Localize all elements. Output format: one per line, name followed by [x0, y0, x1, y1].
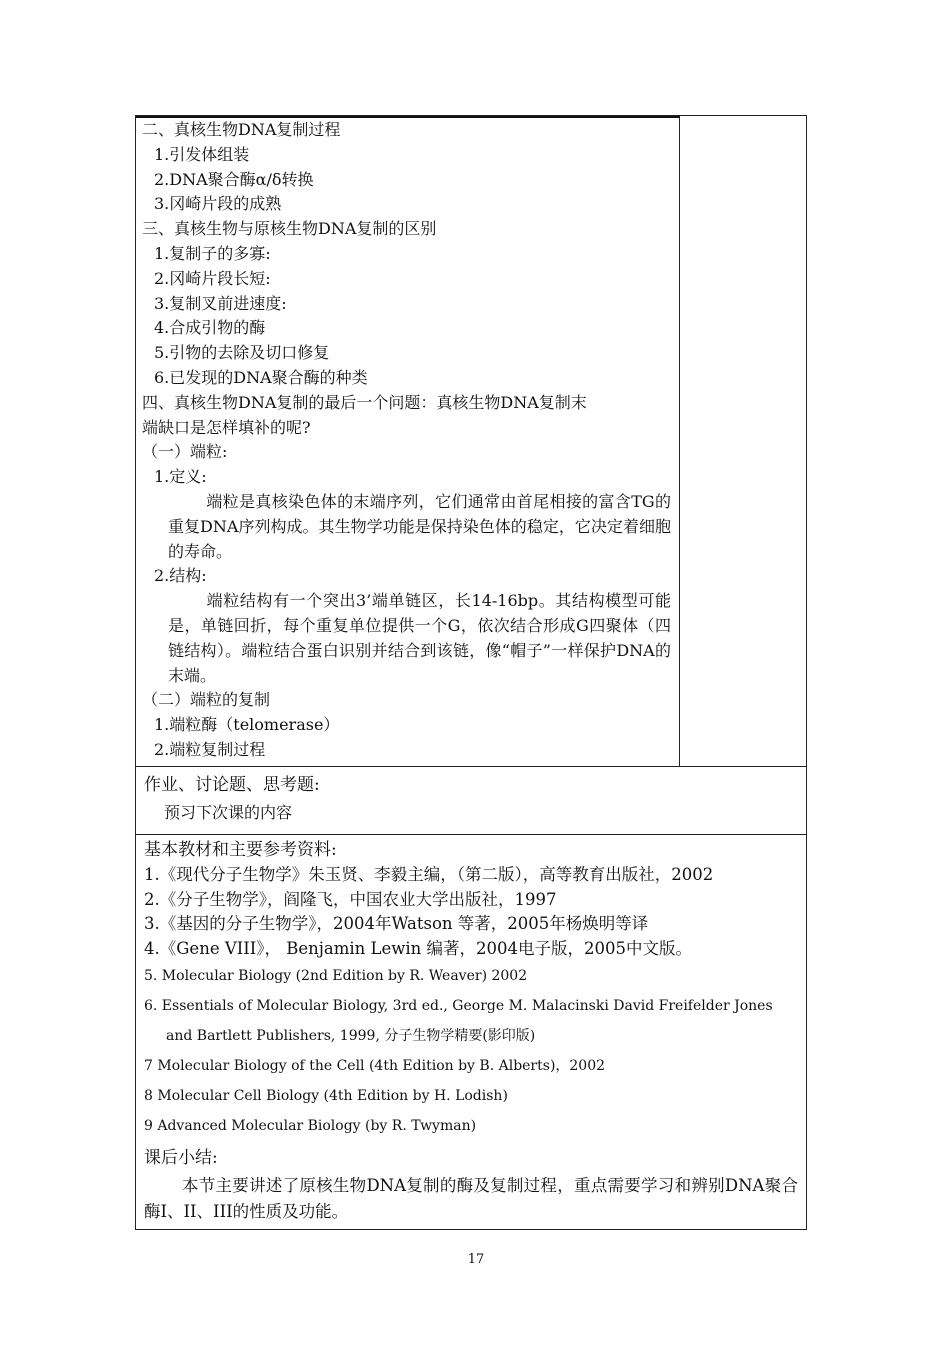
list-item: 1.复制子的多寡: — [154, 243, 271, 263]
definition-label: 1.定义: — [154, 467, 207, 487]
list-item: 2.DNA聚合酶α/δ转换 — [154, 169, 314, 189]
subheading-telomere: （一）端粒: — [142, 442, 228, 462]
lesson-content-cell — [136, 116, 680, 766]
list-item: 3.冈崎片段的成熟 — [154, 194, 282, 214]
homework-body: 预习下次课的内容 — [164, 803, 293, 822]
page-number: 17 — [467, 1252, 485, 1267]
list-item: 1.端粒酶（telomerase） — [154, 715, 340, 735]
reference-item: 6. Essentials of Molecular Biology, 3rd ed., George M. Malacinski David Freifelder Jones and Bartlett Publishers, 1999, 分子生物学精要(影印版) — [144, 998, 773, 1044]
definition-paragraph: 端粒是真核染色体的末端序列，它们通常由首尾相接的富含TG的重复DNA序列构成。其生物学功能是保持染色体的稳定，它决定着细胞的寿命。 — [168, 491, 671, 561]
reference-item: 1.《现代分子生物学》朱玉贤、李毅主编，（第二版），高等教育出版社，2002 — [144, 865, 714, 884]
lesson-table — [135, 115, 807, 1230]
notes-cell — [680, 116, 806, 766]
list-item: 4.合成引物的酶 — [154, 318, 266, 338]
homework-heading: 作业、讨论题、思考题: — [144, 775, 320, 795]
list-item: 6.已发现的DNA聚合酶的种类 — [154, 367, 368, 387]
summary-heading: 课后小结: — [144, 1148, 218, 1168]
reference-item: 9 Advanced Molecular Biology (by R. Twyman) — [144, 1118, 477, 1134]
heading-last-problem: 四、真核生物DNA复制的最后一个问题：真核生物DNA复制末 — [142, 392, 587, 412]
structure-label: 2.结构: — [154, 566, 207, 586]
reference-item: 3.《基因的分子生物学》，2004年Watson 等著，2005年杨焕明等译 — [144, 914, 649, 933]
reference-item: 7 Molecular Biology of the Cell (4th Edition by B. Alberts)，2002 — [144, 1058, 606, 1074]
heading-eukaryotic-replication: 二、真核生物DNA复制过程 — [142, 120, 341, 139]
reference-item: 4.《Gene VIII》， Benjamin Lewin 编著，2004电子版，2005中文版。 — [144, 938, 693, 958]
list-item: 2.端粒复制过程 — [154, 739, 266, 759]
list-item: 5.引物的去除及切口修复 — [154, 343, 330, 363]
list-item: 1.引发体组装 — [154, 144, 250, 164]
homework-row — [136, 767, 806, 835]
reference-item: 8 Molecular Cell Biology (4th Edition by H. Lodish) — [144, 1088, 508, 1104]
heading-last-problem-cont: 端缺口是怎样填补的呢? — [142, 417, 311, 437]
reference-item: 2.《分子生物学》，阎隆飞，中国农业大学出版社，1997 — [144, 889, 557, 909]
structure-paragraph: 端粒结构有一个突出3’端单链区，长14-16bp。其结构模型可能是，单链回折，每个重复单位提供一个G，依次结合形成G四聚体（四链结构）。端粒结合蛋白识别并结合到该链，像“帽子”一样保护DNA的末端。 — [168, 591, 671, 685]
list-item: 2.冈崎片段长短: — [154, 268, 271, 288]
content-row — [136, 116, 806, 767]
heading-differences: 三、真核生物与原核生物DNA复制的区别 — [142, 219, 437, 239]
references-row — [136, 835, 806, 1229]
references-heading: 基本教材和主要参考资料: — [144, 840, 337, 860]
reference-item: 5. Molecular Biology (2nd Edition by R. Weaver) 2002 — [144, 968, 528, 984]
summary-body: 本节主要讲述了原核生物DNA复制的酶及复制过程，重点需要学习和辨别DNA聚合酶I、II、III的性质及功能。 — [144, 1176, 798, 1221]
list-item: 3.复制叉前进速度: — [154, 293, 287, 313]
subheading-telomere-replication: （二）端粒的复制 — [142, 690, 271, 710]
